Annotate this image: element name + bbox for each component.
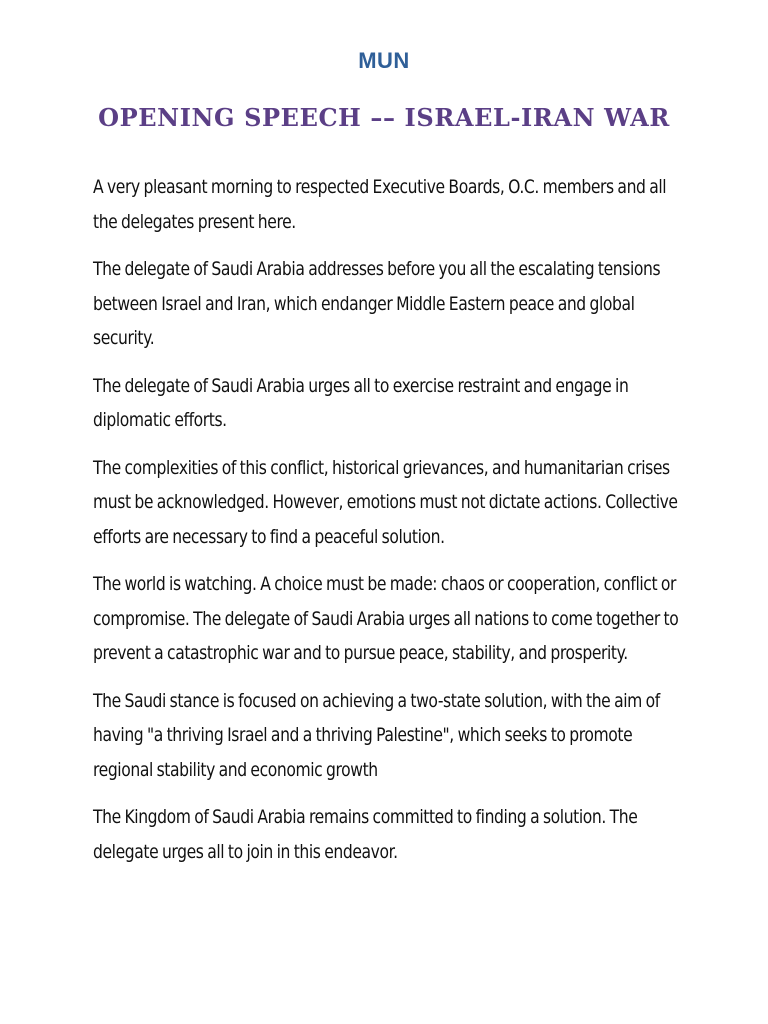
speech-body [93, 170, 683, 882]
page-title: OPENING SPEECH –– ISRAEL-IRAN WAR [98, 103, 670, 132]
paragraph-world-watching: The world is watching. A choice must be made: chaos or cooperation, conflict or compromise. The delegate of Saudi Arabia urges all nations to come together to prevent a catastrophic war and to pursue peace, stability, and prosperity. [93, 573, 679, 664]
paragraph-greeting: A very pleasant morning to respected Executive Boards, O.C. members and all the delegates present here. [93, 176, 667, 233]
paragraph-conclusion: The Kingdom of Saudi Arabia remains committed to finding a solution. The delegate urges all to join in this endeavor. [93, 806, 638, 863]
header-label: MUN [358, 48, 410, 73]
paragraph-restraint: The delegate of Saudi Arabia urges all to exercise restraint and engage in diplomatic efforts. [93, 374, 629, 431]
paragraph-address: The delegate of Saudi Arabia addresses before you all the escalating tensions between Israel and Iran, which endanger Middle Eastern peace and global security. [93, 258, 661, 349]
paragraph-saudi-stance: The Saudi stance is focused on achieving a two-state solution, with the aim of having "a thriving Israel and a thriving Palestine", which seeks to promote regional stability and economic growth [93, 689, 660, 781]
paragraph-complexities: The complexities of this conflict, historical grievances, and humanitarian crises must be acknowledged. However, emotions must not dictate actions. Collective efforts are necessary to find a peaceful solution. [93, 456, 678, 548]
